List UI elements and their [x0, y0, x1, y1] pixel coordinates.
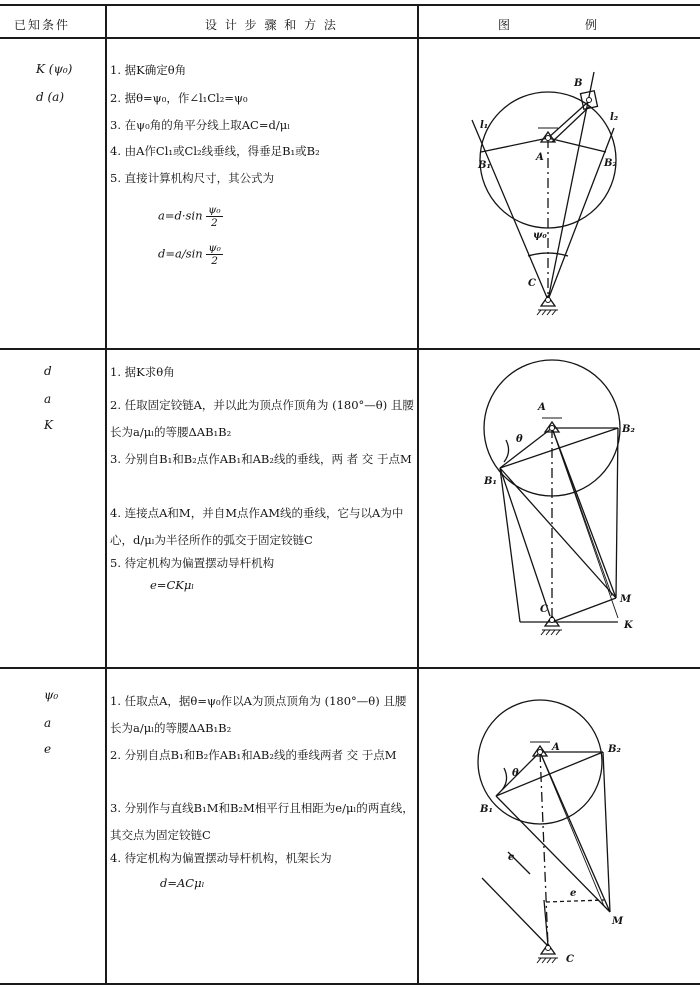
formula-d-lhs: d=a/sin	[158, 246, 203, 261]
row3-step-1: 1. 任取点A，据θ=ψ₀作以A为顶点顶角为 (180°—θ) 且腰长为a/μₗ的等腰ΔAB₁B₂	[110, 694, 407, 735]
fig3-parallel-1	[482, 878, 548, 946]
row2-condition-3: K	[44, 418, 53, 432]
row1-step-3: 3. 在ψ₀角的角平分线上取AC=d/μₗ	[110, 118, 290, 132]
row3-formula: d=ACμₗ	[160, 876, 205, 890]
formula-a-numerator: ψ₀	[208, 204, 221, 216]
fig1-label-l2: l₂	[610, 112, 619, 123]
fig2-label-a: A	[538, 402, 546, 413]
formula-a-denominator: 2	[211, 217, 218, 229]
row1-step-1: 1. 据K确定θ角	[110, 63, 187, 77]
row2-formula: e=CKμₗ	[150, 578, 195, 592]
fig2-label-b1: B₁	[484, 476, 497, 487]
header-known-conditions: 已知条件	[14, 18, 71, 32]
fig1-label-b1: B₁	[478, 160, 491, 171]
row2-condition-2: a	[44, 392, 52, 406]
row2-step-1: 1. 据K求θ角	[110, 365, 175, 379]
fig3-label-a: A	[552, 742, 560, 753]
row1-step-2: 2. 据θ=ψ₀，作∠l₁Cl₂=ψ₀	[110, 91, 248, 105]
row2-condition-1: d	[44, 364, 52, 378]
row1-step-5: 5. 直接计算机构尺寸，其公式为	[110, 171, 275, 185]
row1-condition-1: K (ψ₀)	[36, 62, 73, 76]
row3-condition-1: ψ₀	[44, 688, 59, 702]
fig1-label-l1: l₁	[480, 120, 489, 131]
header-figure-char2: 例	[585, 18, 600, 32]
fig2-label-k: K	[624, 620, 633, 631]
fig3-line-a-c	[540, 752, 548, 946]
row2-step-4: 4. 连接点A和M，并自M点作AM线的垂线，它与以A为中心，d/μₗ为半径所作的弧交于固定铰链C	[110, 506, 404, 547]
fig2-label-b2: B₂	[622, 424, 635, 435]
row2-step-2: 2. 任取固定铰链A，并以此为顶点作顶角为 (180°—θ) 且腰长为a/μₗ的等腰ΔAB₁B₂	[110, 398, 414, 439]
fig3-label-c: C	[566, 954, 574, 965]
row3-step-3: 3. 分别作与直线B₁M和B₂M相平行且相距为e/μₗ的两直线，其交点为固定铰链C	[110, 801, 414, 842]
fig3-label-b2: B₂	[608, 744, 621, 755]
row3-step-4: 4. 待定机构为偏置摆动导杆机构，机架长为	[110, 851, 332, 865]
fig3-label-e2: e	[570, 888, 577, 899]
formula-d-denominator: 2	[211, 255, 218, 267]
fig2-label-c: C	[540, 604, 548, 615]
fig3-label-theta: θ	[512, 768, 519, 779]
fig3-offset-e2	[546, 900, 604, 902]
fig2-label-m: M	[620, 594, 632, 605]
fig1-label-c: C	[528, 278, 536, 289]
header-design-steps: 设 计 步 骤 和 方 法	[205, 18, 338, 32]
row2-step-3: 3. 分别自B₁和B₂点作AB₁和AB₂线的垂线，两 者 交 于点M	[110, 452, 412, 466]
header-figure-char1: 图	[498, 18, 513, 32]
fig3-line-a-inner	[540, 752, 604, 906]
row3-step-2: 2. 分别自点B₁和B₂作AB₁和AB₂线的垂线两者 交 于点M	[110, 748, 397, 762]
row3-condition-3: e	[44, 742, 52, 756]
fig3-label-m: M	[612, 916, 624, 927]
row2-step-5: 5. 待定机构为偏置摆动导杆机构	[110, 556, 275, 570]
fig1-label-b2: B₂	[604, 158, 617, 169]
row3-condition-2: a	[44, 716, 52, 730]
fig1-label-b: B	[574, 78, 583, 89]
fig1-label-a: A	[536, 152, 544, 163]
formula-a-lhs: a=d·sin	[158, 208, 203, 223]
row1-condition-2: d (a)	[36, 90, 65, 104]
fig1-label-psi: ψ₀	[533, 230, 547, 241]
formula-d-numerator: ψ₀	[208, 242, 221, 254]
fig3-label-e: e	[508, 852, 515, 863]
fig3-label-b1: B₁	[480, 804, 493, 815]
fig2-label-theta: θ	[516, 434, 523, 445]
fig3-line-b2-m	[603, 752, 610, 912]
row1-step-4: 4. 由A作Cl₁或Cl₂线垂线，得垂足B₁或B₂	[110, 144, 320, 158]
